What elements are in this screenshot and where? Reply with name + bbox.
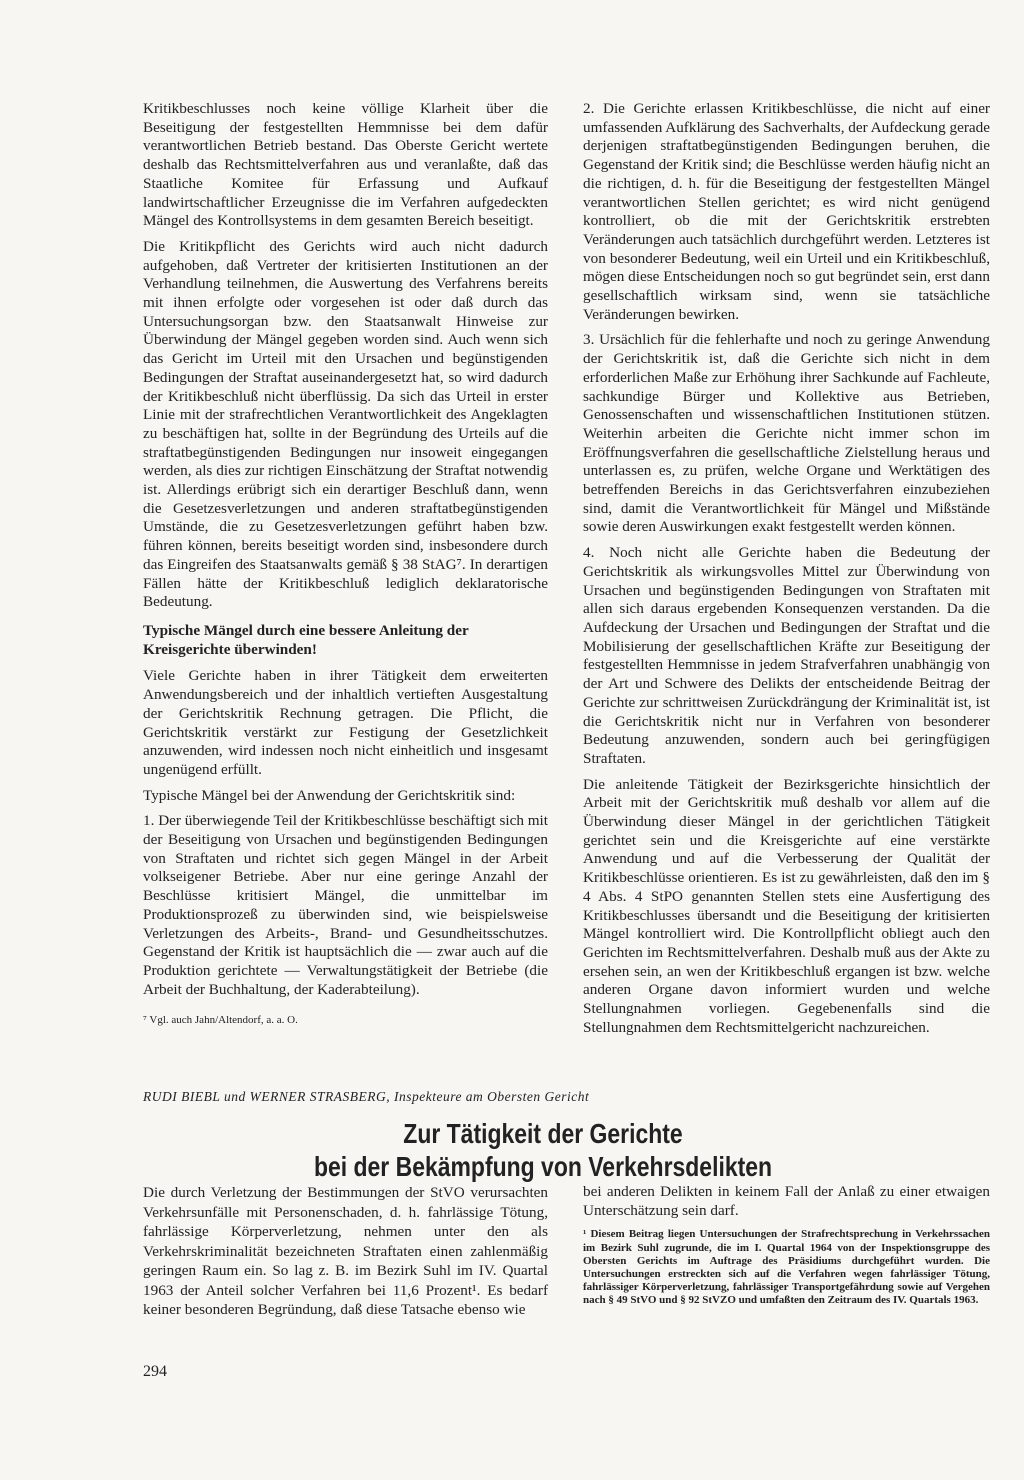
paragraph: 2. Die Gerichte erlassen Kritikbeschlüsse, die nicht auf einer umfassenden Aufklärung des Sachverhalts, der Aufdeckung gerade derjenigen straftatbegünstigenden Bedingungen beruhen, die Gegenstand der Kritik sind; die Beschlüsse werden häufig nicht an die richtigen, d. h. für die Beseitigung der festgestellten Mängel verantwortlichen Stellen gerichtet; es wird nicht genügend kontrolliert, ob die mit der Gerichtskritik erstrebten Veränderungen auch tatsächlich durchgeführt werden. Letzteres ist von besonderer Bedeutung, weil ein Urteil und ein Kritikbeschluß, mögen diese Entscheidungen noch so gut begründet sein, erst dann gesellschaftlich wirksam sind, wenn sie tatsächliche Veränderungen bewirken. [583, 100, 990, 323]
right-column [583, 100, 990, 1044]
byline: RUDI BIEBL und WERNER STRASBERG, Inspekteure am Obersten Gericht [143, 1089, 590, 1104]
article-right-column [583, 1183, 990, 1315]
paragraph: 1. Der überwiegende Teil der Kritikbeschlüsse beschäftigt sich mit der Beseitigung von Ursachen und begünstigenden Bedingungen von Straftaten und richtet sich gegen Mängel in der Arbeit volkseigener Betriebe. Aber nur eine geringe Anzahl der Beschlüsse kritisiert Mängel, die unmittelbar im Produktionsprozeß zu überwinden sind, wie beispielsweise Verletzungen des Arbeits-, Brand- und Gesundheitsschutzes. Gegenstand der Kritik ist hauptsächlich die — zwar auch auf die Produktion gerichtete — Verwaltungstätigkeit der Betriebe (die Arbeit der Buchhaltung, der Kaderabteilung). [143, 812, 548, 998]
paragraph: Kritikbeschlusses noch keine völlige Klarheit über die Beseitigung der festgestellten Hemmnisse bei dem dafür verantwortlichen Betrieb bestand. Das Oberste Gericht wertete deshalb das Rechtsmittelverfahren aus und veranlaßte, daß das Staatliche Komitee für Erfassung und Aufkauf landwirtschaftlicher Erzeugnisse die im Verfahren aufgedeckten Mängel des Kontrollsystems in dem gesamten Bereich beseitigt. [143, 100, 548, 230]
title-line: bei der Bekämpfung von Verkehrsdelikten [313, 1151, 773, 1182]
section-heading: Typische Mängel durch eine bessere Anleitung der Kreisgerichte überwinden! [143, 621, 469, 658]
footnote: ¹ Diesem Beitrag liegen Untersuchungen der Strafrechtsprechung in Verkehrssachen im Bezirk Suhl zugrunde, die im I. Quartal 1964 von der Inspektionsgruppe des Obersten Gerichts im Auftrage des Präsidiums durchgeführt wurden. Die Untersuchungen erstreckten sich auf die Verfahren wegen fahrlässiger Tötung, fahrlässiger Körperverletzung, fahrlässiger Transportgefährdung sowie auf Vergehen nach § 49 StVO und § 92 StVZO und umfaßten den Zeitraum des IV. Quartals 1963. [583, 1228, 990, 1307]
paragraph: Die anleitende Tätigkeit der Bezirksgerichte hinsichtlich der Arbeit mit der Gerichtskritik muß deshalb vor allem auf die Überwindung dieser Mängel in der gerichtlichen Tätigkeit gerichtet sein und die Kreisgerichte auf eine verstärkte Anwendung und auf die Verbesserung der Qualität der Kritikbeschlüsse orientieren. Es ist zu gewährleisten, daß den im § 4 Abs. 4 StPO genannten Stellen stets eine Ausfertigung des Kritikbeschlusses übersandt und die Beseitigung der kritisierten Mängel kontrolliert wird. Die Kontrollpflicht obliegt auch den Gerichten im Rechtsmittelverfahren. Deshalb muß aus der Akte zu ersehen sein, an wen der Kritikbeschluß ergangen ist bzw. welche anderen Organe davon informiert wurden und welche Stellungnahmen vorliegen. Gegebenenfalls sind die Stellungnahmen dem Rechtsmittelgericht nachzureichen. [583, 775, 990, 1036]
paragraph: Die Kritikpflicht des Gerichts wird auch nicht dadurch aufgehoben, daß Vertreter der kritisierten Institutionen an der Verhandlung teilnehmen, die Auswertung des Verfahrens bereits mit ihnen erfolgte oder vorgesehen ist oder daß durch das Untersuchungsorgan bzw. den Staatsanwalt Hinweise zur Überwindung der Mängel gegeben worden sind. Auch wenn sich das Gericht im Urteil mit den Ursachen und begünstigenden Bedingungen der Straftat auseinandergesetzt hat, so wird dadurch der Kritikbeschluß nicht überflüssig. Da sich das Urteil in erster Linie mit der strafrechtlichen Verantwortlichkeit des Angeklagten zu beschäftigen hat, sollte in der Begründung des Urteils auf die straftatbegünstigenden Bedingungen nur insoweit eingegangen werden, als dies zur richtigen Einschätzung der Straftat notwendig ist. Allerdings erübrigt sich ein derartiger Beschluß dann, wenn die Gesetzesverletzungen und anderen straftatbegünstigenden Umstände, die zu Gesetzesverletzungen geführt haben bzw. führen können, bereits beseitigt worden sind, insbesondere durch das Eingreifen des Staatsanwalts gemäß § 38 StAG⁷. In derartigen Fällen hätte der Kritikbeschluß lediglich deklaratorische Bedeutung. [143, 237, 548, 611]
paragraph: bei anderen Delikten in keinem Fall der Anlaß zu einer etwaigen Unterschätzung sein darf. [583, 1183, 990, 1219]
paragraph: 4. Noch nicht alle Gerichte haben die Bedeutung der Gerichtskritik als wirkungsvolles Mittel zur Überwindung von Ursachen und begünstigenden Bedingungen von Straftaten mit allen sich daraus ergebenden Konsequenzen verstanden. Da die Aufdeckung der Ursachen und Bedingungen der Straftat und die Mobilisierung der gesellschaftlichen Kräfte zur Beseitigung der festgestellten Hemmnisse in jedem Strafverfahren unabhängig von der Art und Schwere des Delikts der entscheidende Beitrag der Gerichte zur schrittweisen Zurückdrängung der Kriminalität ist, ist die Gerichtskritik nicht nur in Verfahren von besonderer Bedeutung anzuwenden, sondern auch bei geringfügigen Straftaten. [583, 544, 990, 767]
paragraph: Die durch Verletzung der Bestimmungen der StVO verursachten Verkehrsunfälle mit Personenschaden, d. h. fahrlässige Tötung, fahrlässige Körperverletzung, nehmen unter den als Verkehrskriminalität bezeichneten Straftaten einen zahlenmäßig geringen Raum ein. So lag z. B. im Bezirk Suhl im IV. Quartal 1963 der Anteil solcher Verfahren bei 11,6 Prozent¹. Es bedarf keiner besonderen Begründung, daß diese Tatsache ebenso wie [143, 1184, 548, 1318]
page-number: 294 [143, 1363, 167, 1380]
paragraph: Typische Mängel bei der Anwendung der Gerichtskritik sind: [143, 786, 516, 804]
article-left-column [143, 1183, 548, 1327]
paragraph: Viele Gerichte haben in ihrer Tätigkeit dem erweiterten Anwendungsbereich und der inhaltlich vertieften Ausgestaltung der Gerichtskritik Rechnung getragen. Die Pflicht, die Gerichtskritik verstärkt zur Festigung der Gesetzlichkeit anzuwenden, wird indessen noch nicht einheitlich und insgesamt ungenügend erfüllt. [143, 667, 548, 778]
footnote: ⁷ Vgl. auch Jahn/Altendorf, a. a. O. [143, 1014, 298, 1027]
title-line: Zur Tätigkeit der Gerichte [403, 1118, 683, 1149]
paragraph: 3. Ursächlich für die fehlerhafte und noch zu geringe Anwendung der Gerichtskritik ist, daß die Gerichte sich nicht in dem erforderlichen Maße zur Erhöhung ihrer Sachkunde auf Fachleute, sachkundige Bürger und Kollektive aus Betrieben, Genossenschaften und wissenschaftlichen Institutionen stützen. Weiterhin arbeiten die Gerichte nicht immer schon im Eröffnungsverfahren die gesellschaftliche Zielstellung heraus und unterlassen es, zu prüfen, welche Organe und Werktätigen des betreffenden Bereichs in das Gerichtsverfahren einzubeziehen sind, damit die Verantwortlichkeit für Mängel und Mißstände sowie deren Auswirkungen exakt festgestellt werden können. [583, 331, 990, 536]
article-title [215, 1117, 871, 1183]
left-column [143, 100, 548, 1034]
